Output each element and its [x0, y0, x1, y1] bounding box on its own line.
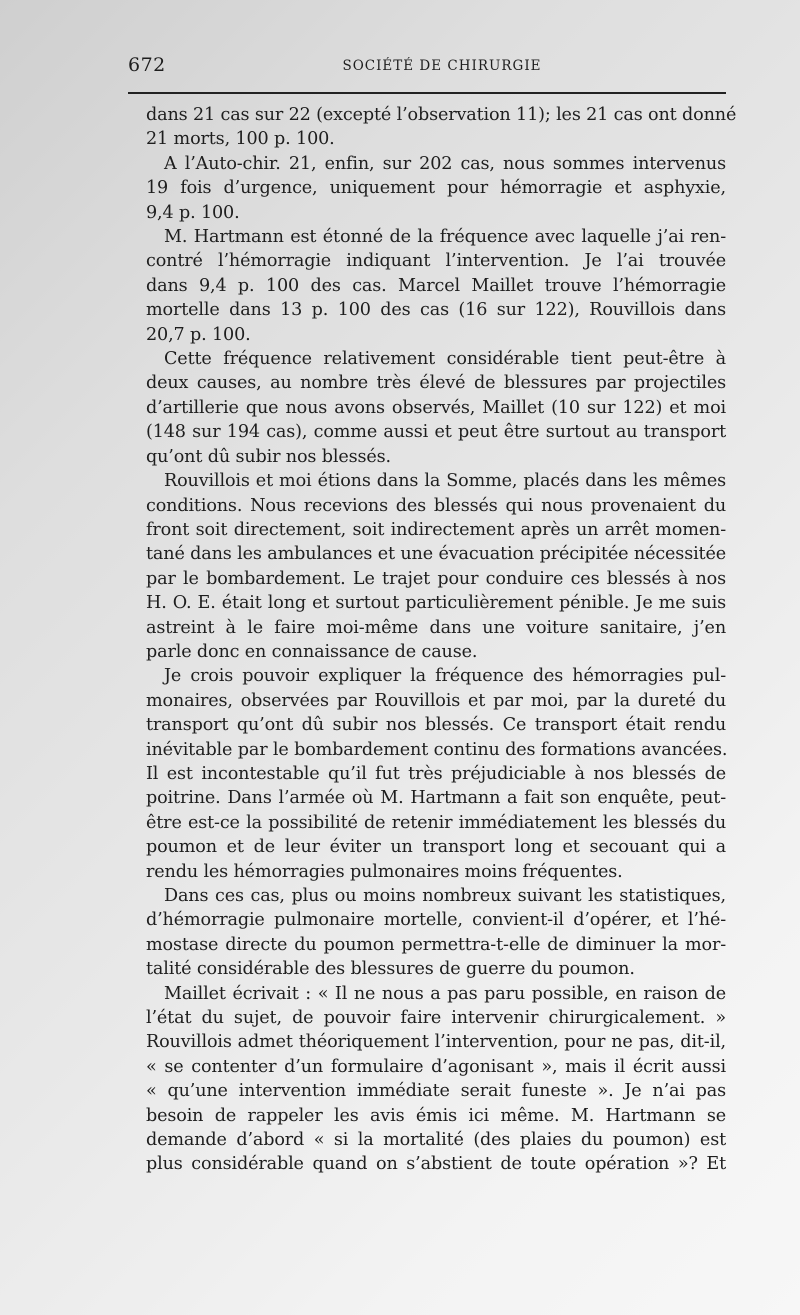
- text-line: Je crois pouvoir expliquer la fréquence des hémorragies pul-: [164, 666, 726, 687]
- paragraph: [128, 225, 726, 347]
- text-line: transport qu’ont dû subir nos blessés. Ce transport était rendu: [146, 715, 726, 736]
- text-line: inévitable par le bombardement continu des formations avancées.: [146, 739, 728, 760]
- text-line: H. O. E. était long et surtout particulièrement pénible. Je me suis: [146, 593, 726, 614]
- running-title: SOCIÉTÉ DE CHIRURGIE: [342, 58, 542, 74]
- text-line: Rouvillois et moi étions dans la Somme, placés dans les mêmes: [164, 471, 726, 492]
- text-line: qu’ont dû subir nos blessés.: [146, 446, 391, 467]
- text-line: conditions. Nous recevions des blessés qui nous provenaient du: [146, 495, 726, 516]
- text-line: d’artillerie que nous avons observés, Maillet (10 sur 122) et moi: [146, 397, 726, 418]
- paragraph: [128, 103, 737, 152]
- text-line: talité considérable des blessures de guerre du poumon.: [146, 959, 635, 980]
- text-line: 19 fois d’urgence, uniquement pour hémorragie et asphyxie,: [146, 178, 726, 199]
- text-line: être est-ce la possibilité de retenir immédiatement les blessés du: [146, 812, 726, 833]
- text-line: d’hémorragie pulmonaire mortelle, convient-il d’opérer, et l’hé-: [146, 910, 726, 931]
- text-line: deux causes, au nombre très élevé de blessures par projectiles: [146, 373, 726, 394]
- text-line: rendu les hémorragies pulmonaires moins fréquentes.: [146, 861, 623, 882]
- text-line: 20,7 p. 100.: [146, 324, 251, 345]
- document-page: [128, 48, 737, 1175]
- text-line: mostase directe du poumon permettra-t-elle de diminuer la mor-: [146, 934, 726, 955]
- text-line: poumon et de leur éviter un transport long et secouant qui a: [146, 837, 726, 858]
- text-line: Il est incontestable qu’il fut très préjudiciable à nos blessés de: [146, 763, 726, 784]
- text-line: A l’Auto-chir. 21, enfin, sur 202 cas, nous sommes intervenus: [164, 153, 726, 174]
- paragraph: [128, 469, 726, 664]
- text-line: monaires, observées par Rouvillois et par moi, par la dureté du: [146, 690, 726, 711]
- text-line: poitrine. Dans l’armée où M. Hartmann a fait son enquête, peut-: [146, 788, 726, 809]
- page-number: 672: [128, 54, 166, 76]
- header-rule: [128, 92, 726, 94]
- body-text: [128, 103, 737, 1177]
- text-line: Rouvillois admet théoriquement l’intervention, pour ne pas, dit-il,: [146, 1032, 726, 1053]
- text-line: dans 9,4 p. 100 des cas. Marcel Maillet trouve l’hémorragie: [146, 275, 726, 296]
- paragraph: [128, 152, 726, 225]
- text-line: Cette fréquence relativement considérable tient peut-être à: [164, 349, 726, 370]
- text-line: par le bombardement. Le trajet pour conduire ces blessés à nos: [146, 568, 726, 589]
- text-line: mortelle dans 13 p. 100 des cas (16 sur 122), Rouvillois dans: [146, 300, 726, 321]
- text-line: (148 sur 194 cas), comme aussi et peut être surtout au transport: [146, 422, 726, 443]
- paragraph: [128, 347, 726, 469]
- text-line: parle donc en connaissance de cause.: [146, 641, 478, 662]
- text-line: 9,4 p. 100.: [146, 202, 240, 223]
- paragraph: [128, 884, 726, 982]
- text-line: besoin de rappeler les avis émis ici même. M. Hartmann se: [146, 1105, 726, 1126]
- paragraph: [128, 982, 726, 1177]
- text-line: demande d’abord « si la mortalité (des plaies du poumon) est: [146, 1130, 726, 1151]
- text-line: front soit directement, soit indirectement après un arrêt momen-: [146, 519, 726, 540]
- paragraph: [128, 664, 726, 884]
- text-line: astreint à le faire moi-même dans une voiture sanitaire, j’en: [146, 617, 726, 638]
- text-line: Maillet écrivait : « Il ne nous a pas paru possible, en raison de: [164, 983, 726, 1004]
- text-line: Dans ces cas, plus ou moins nombreux suivant les statistiques,: [164, 886, 726, 906]
- running-head: [128, 48, 726, 78]
- text-line: « se contenter d’un formulaire d’agonisant », mais il écrit aussi: [146, 1056, 726, 1077]
- text-line: M. Hartmann est étonné de la fréquence avec laquelle j’ai ren-: [164, 227, 726, 248]
- text-line: 21 morts, 100 p. 100.: [146, 129, 335, 150]
- text-line: dans 21 cas sur 22 (excepté l’observation 11); les 21 cas ont donné: [146, 105, 737, 125]
- text-line: plus considérable quand on s’abstient de toute opération »? Et: [146, 1154, 726, 1175]
- text-line: l’état du sujet, de pouvoir faire intervenir chirurgicalement. »: [146, 1008, 726, 1029]
- text-line: « qu’une intervention immédiate serait funeste ». Je n’ai pas: [146, 1081, 726, 1102]
- text-line: contré l’hémorragie indiquant l’intervention. Je l’ai trouvée: [146, 251, 726, 272]
- text-line: tané dans les ambulances et une évacuation précipitée nécessitée: [146, 544, 726, 565]
